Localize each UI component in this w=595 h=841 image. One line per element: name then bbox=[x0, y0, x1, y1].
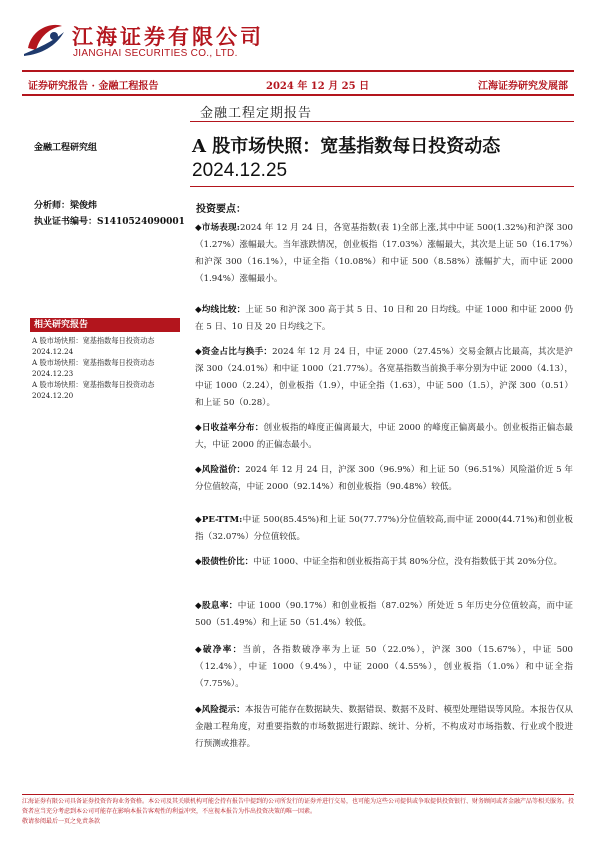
key-point-stock-bond bbox=[195, 554, 573, 571]
point-text: 创业板指的峰度正偏离最大，中证 2000 的峰度正偏离最小。创业板指正偏态最大，中证 2000 的正偏态最小。 bbox=[195, 423, 574, 450]
key-point-risk-warning bbox=[195, 702, 573, 753]
point-text: 中证 500(85.45%)和上证 50(77.77%)分位值较高,而中证 2000(44.71%)和创业板指（32.07%）分位值较低。 bbox=[195, 515, 573, 542]
point-text: 2024 年 12 月 24 日，各宽基指数(表 1)全部上涨,其中中证 500(1.32%)和沪深 300（1.27%）涨幅最大。当年涨跌情况，创业板指（17.03%）涨幅最大，其次是上证 50（16.17%）和沪深 300（16.1%），中证全指（10.08%）和中证 500（8.58%）涨幅扩大，而中证 2000（1.94%）涨幅最小。 bbox=[195, 223, 573, 284]
point-text: 中证 1000（90.17%）和创业板指（87.02%）所处近 5 年历史分位值较高，而中证 500（51.49%）和上证 50（51.4%）较低。 bbox=[195, 601, 574, 628]
page-title: A 股市场快照：宽基指数每日投资动态 bbox=[192, 136, 501, 157]
department: 江海证券研究发展部 bbox=[478, 81, 568, 92]
point-label: ◆市场表现: bbox=[195, 223, 240, 233]
certificate-number: 执业证书编号：S1410524090001 bbox=[34, 217, 185, 227]
related-report-link[interactable]: A 股市场快照：宽基指数每日投资动态 2024.12.20 bbox=[32, 380, 155, 400]
title-date: 2024.12.25 bbox=[192, 160, 288, 181]
report-date: 2024 年 12 月 25 日 bbox=[266, 81, 370, 92]
point-text: 本报告可能存在数据缺失、数据错误、数据不及时、模型处理错误等风险。本报告仅从金融工程角度，对重要指数的市场数据进行跟踪、统计、分析，不构成对市场指数、行业或个股进行预测或推荐。 bbox=[195, 705, 573, 749]
point-text: 2024 年 12 月 24 日，中证 2000（27.45%）交易金额占比最高，其次是沪深 300（24.01%）和中证 1000（21.77%）。各宽基指数当前换手率分别为中证 2000（4.13），中证 1000（2.24），创业板指（1.9），中证全指（1.63），中证 500（1.5），沪深 300（0.51）和上证 50（0.28）。 bbox=[195, 347, 574, 408]
point-text: 当前，各指数破净率为上证 50（22.0%），沪深 300（15.67%），中证 500（12.4%），中证 1000（9.4%），中证 2000（4.55%），创业板指（1.0%）和中证全指（7.75%）。 bbox=[195, 645, 574, 689]
company-name-en: JIANGHAI SECURITIES CO., LTD. bbox=[73, 48, 238, 59]
key-point-turnover bbox=[195, 344, 573, 412]
point-text: 上证 50 和沪深 300 高于其 5 日、10 日和 20 日均线。中证 1000 和中证 2000 仍在 5 日、10 日及 20 日均线之下。 bbox=[195, 305, 574, 332]
point-text: 2024 年 12 月 24 日，沪深 300（96.9%）和上证 50（96.51%）风险溢价近 5 年分位值较高，中证 2000（92.14%）和创业板指（90.48%）较低。 bbox=[195, 465, 573, 492]
related-reports-heading: 相关研究报告 bbox=[30, 318, 180, 332]
related-report-link[interactable]: A 股市场快照：宽基指数每日投资动态 2024.12.24 bbox=[32, 336, 155, 356]
point-text: 中证 1000、中证全指和创业板指高于其 80%分位，没有指数低于其 20%分位。 bbox=[253, 557, 563, 567]
key-point-dividend-yield bbox=[195, 598, 573, 632]
company-name-cn: 江海证券有限公司 bbox=[72, 25, 264, 49]
disclaimer-link[interactable]: 敬请参阅最后一页之免责条款 bbox=[22, 818, 101, 825]
point-label: ◆股息率： bbox=[195, 601, 238, 611]
company-logo-icon bbox=[22, 18, 66, 58]
research-group: 金融工程研究组 bbox=[34, 143, 98, 153]
point-label: ◆破净率： bbox=[195, 645, 243, 655]
disclaimer bbox=[22, 797, 574, 827]
report-type: 金融工程定期报告 bbox=[200, 106, 313, 121]
key-points-heading: 投资要点： bbox=[196, 204, 246, 215]
key-point-moving-average bbox=[195, 302, 573, 336]
point-label: ◆风险提示： bbox=[195, 705, 245, 715]
point-label: ◆日收益率分布： bbox=[195, 423, 264, 433]
disclaimer-text: 江海证券有限公司具备证券投资咨询业务资格。本公司及其关联机构可能会持有报告中提到的公司所发行的证券并进行交易，也可能为这些公司提供或争取提供投资银行、财务顾问或者金融产品等相关服务。投资者应当充分考虑到本公司可能存在影响本报告客观性的利益冲突，不应视本报告为作出投资决策的唯一因素。 bbox=[22, 798, 575, 815]
point-label: ◆均线比较： bbox=[195, 305, 246, 315]
divider bbox=[190, 186, 574, 187]
analyst-name: 分析师：梁俊炜 bbox=[34, 201, 98, 211]
key-point-market-performance bbox=[195, 220, 573, 288]
report-category: 证券研究报告 · 金融工程报告 bbox=[28, 81, 159, 92]
point-label: ◆资金占比与换手： bbox=[195, 347, 273, 357]
key-point-risk-premium bbox=[195, 462, 573, 496]
key-point-pe-ttm bbox=[195, 512, 573, 546]
divider bbox=[190, 121, 574, 122]
key-point-pb-break bbox=[195, 642, 573, 693]
related-report-link[interactable]: A 股市场快照：宽基指数每日投资动态 2024.12.23 bbox=[32, 358, 155, 378]
key-point-return-distribution bbox=[195, 420, 573, 454]
report-info-bar bbox=[22, 70, 574, 96]
footer-divider bbox=[22, 794, 574, 795]
point-label: ◆股债性价比： bbox=[195, 557, 254, 567]
point-label: ◆风险溢价： bbox=[195, 465, 246, 475]
point-label: ◆PE-TTM: bbox=[195, 515, 243, 525]
